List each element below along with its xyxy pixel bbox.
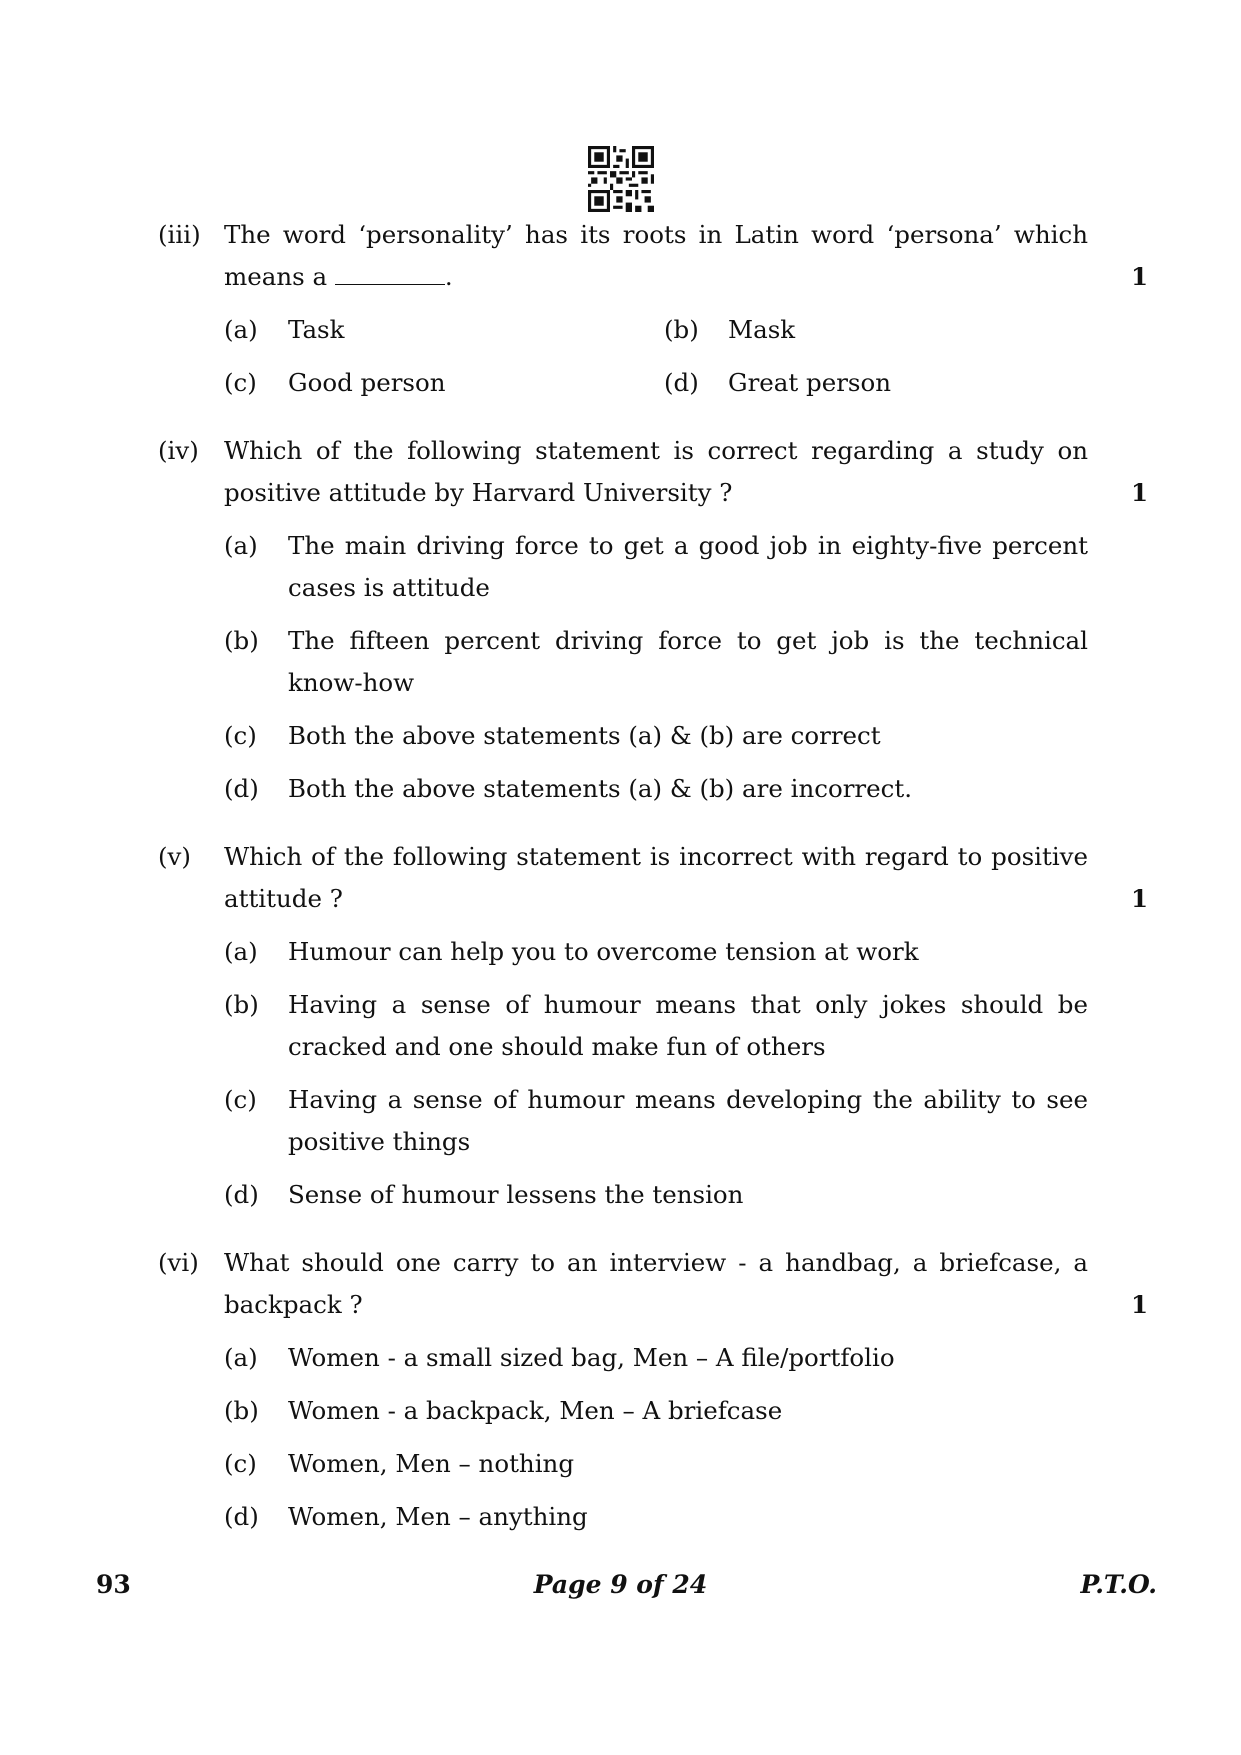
question-iii bbox=[158, 214, 1148, 415]
marks: 1 bbox=[1130, 262, 1148, 291]
marks: 1 bbox=[1130, 478, 1148, 507]
marks: 1 bbox=[1130, 1290, 1148, 1319]
question-number: (vi) bbox=[158, 1248, 199, 1277]
option-b: (b) Women - a backpack, Men – A briefcase bbox=[224, 1396, 783, 1425]
option-b: (b) Having a sense of humour means that only jokes should be cracked and one should make fun of others bbox=[224, 990, 1088, 1061]
question-number: (v) bbox=[158, 842, 191, 871]
option-a: (a) Women - a small sized bag, Men – A file/portfolio bbox=[224, 1343, 895, 1372]
pto-note: P.T.O. bbox=[1080, 1570, 1157, 1599]
option-a: (a) Humour can help you to overcome tension at work bbox=[224, 937, 919, 966]
option-a: (a) Task bbox=[224, 315, 345, 344]
option-b: (b) The fifteen percent driving force to get job is the technical know-how bbox=[224, 626, 1088, 697]
question-iv bbox=[158, 430, 1148, 821]
option-c: (c) Both the above statements (a) & (b) are correct bbox=[224, 721, 881, 750]
option-c: (c) Good person bbox=[224, 368, 446, 397]
option-c: (c) Having a sense of humour means developing the ability to see positive things bbox=[224, 1085, 1088, 1156]
option-b: (b) Mask bbox=[664, 315, 796, 344]
option-a: (a) The main driving force to get a good job in eighty-five percent cases is attitude bbox=[224, 531, 1088, 602]
option-d: (d) Sense of humour lessens the tension bbox=[224, 1180, 744, 1209]
option-d: (d) Both the above statements (a) & (b) are incorrect. bbox=[224, 774, 912, 803]
option-d: (d) Great person bbox=[664, 368, 892, 397]
page-number: Page 9 of 24 bbox=[533, 1570, 708, 1599]
question-number: (iv) bbox=[158, 436, 199, 465]
question-text: Which of the following statement is incorrect with regard to positive attitude ? bbox=[224, 842, 1088, 913]
paper-code: 93 bbox=[96, 1570, 131, 1599]
marks: 1 bbox=[1130, 884, 1148, 913]
question-text: What should one carry to an interview - a handbag, a briefcase, a backpack ? bbox=[224, 1248, 1088, 1319]
question-number: (iii) bbox=[158, 220, 201, 249]
answer-blank bbox=[335, 283, 445, 285]
question-v bbox=[158, 836, 1148, 1227]
option-d: (d) Women, Men – anything bbox=[224, 1502, 588, 1531]
question-vi bbox=[158, 1242, 1148, 1549]
qr-code-icon bbox=[588, 146, 654, 212]
option-c: (c) Women, Men – nothing bbox=[224, 1449, 574, 1478]
question-text: The word ‘personality’ has its roots in Latin word ‘persona’ which means a . bbox=[224, 220, 1088, 291]
question-text: Which of the following statement is correct regarding a study on positive attitude by Harvard University ? bbox=[224, 436, 1088, 507]
